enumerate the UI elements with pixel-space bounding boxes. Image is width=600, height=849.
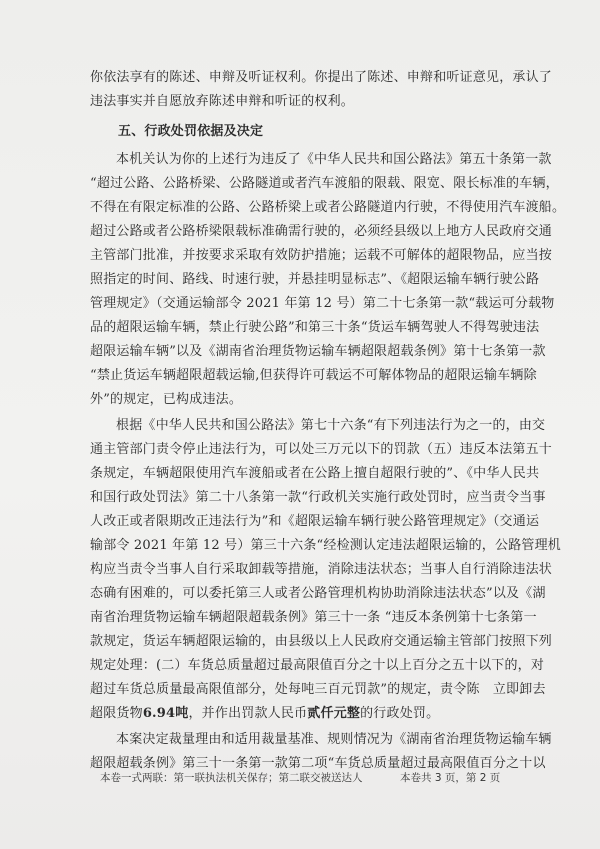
- overload-tons: 6.94吨: [142, 706, 189, 721]
- paragraph-line: 输部令 2021 年第 12 号）第三十六条“经检测认定违法超限运输的，公路管理机: [90, 538, 562, 553]
- paragraph-line: 超过公路或者公路桥梁限载标准确需行驶的，必须经县级以上地方人民政府交通: [90, 224, 553, 239]
- paragraph-line: 品的超限运输车辆，禁止行驶公路”和第三十条“货运车辆驾驶人不得驾驶违法: [90, 320, 540, 335]
- paragraph-line: 态确有困难的，可以委托第三人或者公路管理机构协助消除违法状态”以及《湖: [90, 586, 546, 601]
- penalty-line: [90, 702, 510, 726]
- paragraph-line: 管理规定》（交通运输部令 2021 年第 12 号）第二十七条第一款“载运可分载物: [90, 296, 555, 311]
- paragraph-line: 款规定，货运车辆超限运输的，由县级以上人民政府交通运输主管部门按照下列: [90, 634, 553, 649]
- paragraph-line: 根据《中华人民共和国公路法》第七十六条“有下列违法行为之一的，由交: [116, 418, 546, 433]
- footer-page-number: 本卷共 3 页，第 2 页: [400, 772, 501, 784]
- paragraph-line: 规定处理：(二）车货总质量超过最高限值百分之十以上百分之五十以下的，对: [90, 658, 545, 673]
- paragraph-line: “禁止货运车辆超限超载运输,但获得许可载运不可解体物品的超限运输车辆除: [90, 368, 537, 383]
- paragraph-line: 你依法享有的陈述、申辩及听证权利。你提出了陈述、申辩和听证意见，承认了: [90, 70, 553, 85]
- paragraph-line: “超过公路、公路桥梁、公路隧道或者汽车渡船的限载、限宽、限长标准的车辆，: [90, 176, 559, 191]
- paragraph-line: 主管部门批准，并按要求采取有效防护措施；运载不可解体的超限物品，应当按: [90, 248, 553, 263]
- page-footer: [100, 770, 530, 786]
- paragraph-line: 和国行政处罚法》第二十八条第一款“行政机关实施行政处罚时，应当责令当事: [90, 490, 546, 505]
- fine-amount: 贰仟元整: [307, 706, 361, 721]
- paragraph-line: 通主管部门责令停止违法行为，可以处三万元以下的罚款（五）违反本法第五十: [90, 442, 553, 457]
- penalty-prefix: 超限货物: [90, 706, 143, 721]
- paragraph-line: 不得在有限定标准的公路、公路桥梁上或者公路隧道内行驶，不得使用汽车渡船。: [90, 200, 566, 215]
- paragraph-line: 超过车货总质量最高限值部分，处每吨三百元罚款”的规定，责令陈 立即卸去: [90, 682, 546, 697]
- paragraph-line: 违法事实并自愿放弃陈述申辩和听证的权利。: [90, 94, 355, 109]
- paragraph-line: 超限运输车辆”以及《湖南省治理货物运输车辆超限超载条例》第十七条第一款: [90, 344, 546, 359]
- paragraph-line: 南省治理货物运输车辆超限超载条例》第三十一条 “违反本条例第十七条第一: [90, 610, 537, 625]
- paragraph-line: 超限超载条例》第三十一条第一款第二项“车货总质量超过最高限值百分之十以: [90, 756, 546, 771]
- footer-copies-note: 本卷一式两联：第一联执法机关保存；第二联交被送达人: [100, 772, 363, 784]
- penalty-suffix: 的行政处罚。: [360, 706, 440, 721]
- paragraph-line: 照指定的时间、路线、时速行驶，并悬挂明显标志”、《超限运输车辆行驶公路: [90, 272, 540, 287]
- paragraph-line: 本机关认为你的上述行为违反了《中华人民共和国公路法》第五十条第一款: [116, 152, 552, 167]
- paragraph-line: 条规定，车辆超限使用汽车渡船或者在公路上擅自超限行驶的”、《中华人民共: [90, 466, 540, 481]
- penalty-middle: ，并作出罚款人民币: [188, 706, 308, 721]
- section-heading: 五、行政处罚依据及决定: [118, 124, 264, 139]
- paragraph-line: 外”的规定，已构成违法。: [90, 392, 243, 407]
- paragraph-line: 构应当责令当事人自行采取卸载等措施，消除违法状态；当事人自行消除违法状: [90, 562, 553, 577]
- paragraph-line: 本案决定裁量理由和适用裁量基准、规则情况为《湖南省治理货物运输车辆: [116, 732, 552, 747]
- paragraph-line: 人改正或者限期改正违法行为”和《超限运输车辆行驶公路管理规定》（交通运: [90, 514, 540, 529]
